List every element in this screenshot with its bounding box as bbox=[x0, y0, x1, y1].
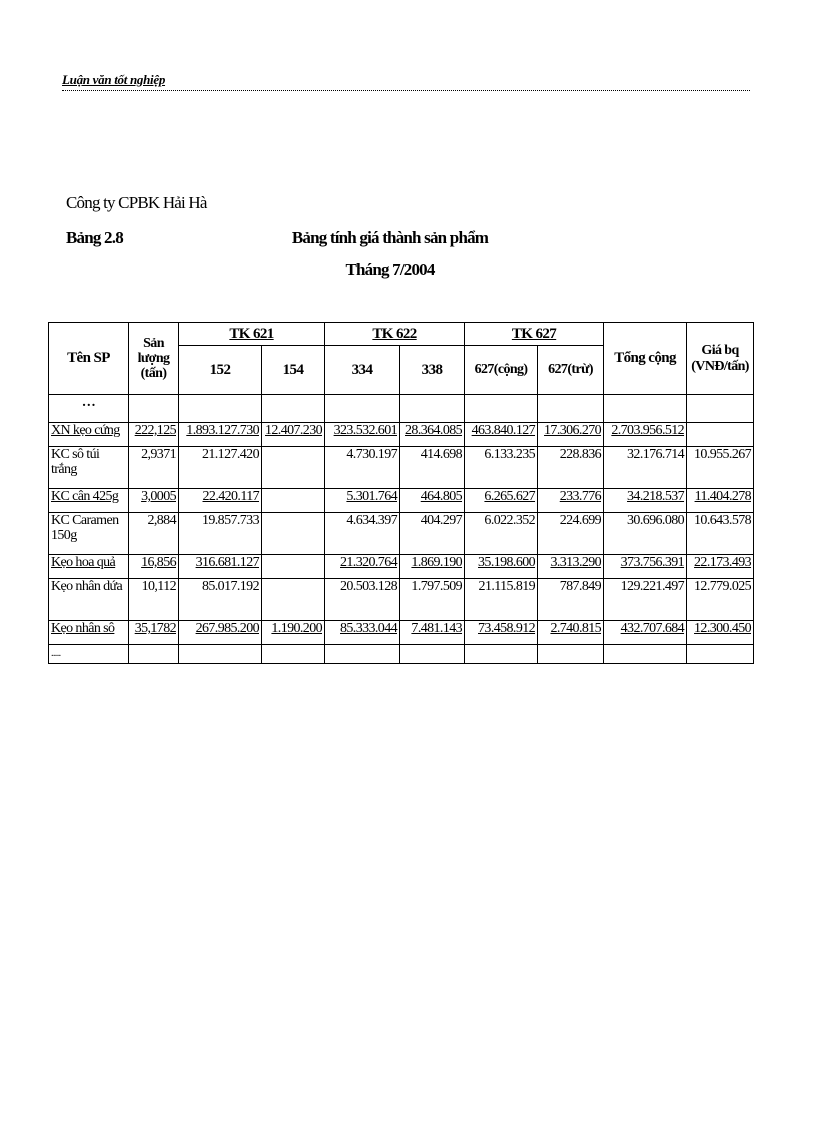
row-quantity: 2,884 bbox=[129, 513, 179, 555]
row-152: 19.857.733 bbox=[179, 513, 262, 555]
row-627-plus: 6.022.352 bbox=[465, 513, 538, 555]
col-header-334: 334 bbox=[325, 346, 400, 395]
document-title: Bảng tính giá thành sản phẩm bbox=[291, 228, 489, 247]
row-quantity: 16,856 bbox=[129, 555, 179, 579]
ellipsis-bottom: ..... bbox=[49, 645, 129, 664]
row-total: 30.696.080 bbox=[604, 513, 687, 555]
row-avg-price: 10.643.578 bbox=[687, 513, 754, 555]
col-header-154: 154 bbox=[262, 346, 325, 395]
table-row bbox=[49, 513, 754, 555]
row-152: 21.127.420 bbox=[179, 447, 262, 489]
row-avg-price: 12.779.025 bbox=[687, 579, 754, 621]
row-152: 85.017.192 bbox=[179, 579, 262, 621]
table-row bbox=[49, 489, 754, 513]
row-627-plus: 35.198.600 bbox=[465, 555, 538, 579]
row-name: Kẹo nhân sô bbox=[49, 621, 129, 645]
table-row bbox=[49, 447, 754, 489]
document-subtitle: Tháng 7/2004 bbox=[345, 260, 435, 279]
col-header-tk627: TK 627 bbox=[465, 323, 604, 346]
row-total: 373.756.391 bbox=[604, 555, 687, 579]
row-154 bbox=[262, 555, 325, 579]
row-total: 432.707.684 bbox=[604, 621, 687, 645]
col-header-avg-price: Giá bq (VNĐ/tấn) bbox=[687, 323, 754, 395]
row-name: KC sô túi trắng bbox=[49, 447, 129, 489]
row-154 bbox=[262, 489, 325, 513]
row-name: XN kẹo cứng bbox=[49, 423, 129, 447]
row-627-minus: 787.849 bbox=[538, 579, 604, 621]
row-338: 1.869.190 bbox=[400, 555, 465, 579]
row-avg-price: 10.955.267 bbox=[687, 447, 754, 489]
row-154 bbox=[262, 447, 325, 489]
row-627-plus: 6.265.627 bbox=[465, 489, 538, 513]
table-row bbox=[49, 579, 754, 621]
row-627-minus: 17.306.270 bbox=[538, 423, 604, 447]
row-334: 323.532.601 bbox=[325, 423, 400, 447]
row-152: 1.893.127.730 bbox=[179, 423, 262, 447]
row-quantity: 3,0005 bbox=[129, 489, 179, 513]
row-338: 414.698 bbox=[400, 447, 465, 489]
row-334: 85.333.044 bbox=[325, 621, 400, 645]
table-number: Bảng 2.8 bbox=[66, 228, 123, 247]
row-338: 7.481.143 bbox=[400, 621, 465, 645]
row-338: 28.364.085 bbox=[400, 423, 465, 447]
row-338: 464.805 bbox=[400, 489, 465, 513]
company-name: Công ty CPBK Hải Hà bbox=[66, 193, 207, 212]
table-row bbox=[49, 621, 754, 645]
col-header-tk621: TK 621 bbox=[179, 323, 325, 346]
col-header-total: Tổng cộng bbox=[604, 323, 687, 395]
col-header-338: 338 bbox=[400, 346, 465, 395]
row-338: 1.797.509 bbox=[400, 579, 465, 621]
row-627-minus: 3.313.290 bbox=[538, 555, 604, 579]
row-total: 129.221.497 bbox=[604, 579, 687, 621]
row-total: 2.703.956.512 bbox=[604, 423, 687, 447]
ellipsis-top: … bbox=[49, 395, 129, 423]
row-avg-price: 22.173.493 bbox=[687, 555, 754, 579]
row-334: 20.503.128 bbox=[325, 579, 400, 621]
row-627-minus: 224.699 bbox=[538, 513, 604, 555]
row-334: 4.634.397 bbox=[325, 513, 400, 555]
row-quantity: 35,1782 bbox=[129, 621, 179, 645]
page-header bbox=[62, 72, 750, 91]
row-627-plus: 6.133.235 bbox=[465, 447, 538, 489]
row-627-plus: 21.115.819 bbox=[465, 579, 538, 621]
row-quantity: 2,9371 bbox=[129, 447, 179, 489]
row-name: KC cân 425g bbox=[49, 489, 129, 513]
header-text: Luận văn tốt nghiệp bbox=[62, 72, 166, 87]
col-header-152: 152 bbox=[179, 346, 262, 395]
row-152: 22.420.117 bbox=[179, 489, 262, 513]
row-154: 1.190.200 bbox=[262, 621, 325, 645]
row-total: 32.176.714 bbox=[604, 447, 687, 489]
row-627-plus: 73.458.912 bbox=[465, 621, 538, 645]
row-avg-price: 12.300.450 bbox=[687, 621, 754, 645]
row-name: KC Caramen 150g bbox=[49, 513, 129, 555]
row-338: 404.297 bbox=[400, 513, 465, 555]
row-avg-price: 11.404.278 bbox=[687, 489, 754, 513]
col-header-quantity: Sản lượng (tấn) bbox=[129, 323, 179, 395]
row-total: 34.218.537 bbox=[604, 489, 687, 513]
row-152: 316.681.127 bbox=[179, 555, 262, 579]
row-154: 12.407.230 bbox=[262, 423, 325, 447]
row-627-minus: 2.740.815 bbox=[538, 621, 604, 645]
row-334: 5.301.764 bbox=[325, 489, 400, 513]
table-row bbox=[49, 423, 754, 447]
cost-table bbox=[48, 322, 754, 664]
row-627-minus: 228.836 bbox=[538, 447, 604, 489]
table-row-ellipsis bbox=[49, 645, 754, 664]
row-152: 267.985.200 bbox=[179, 621, 262, 645]
col-header-627-minus: 627(trừ) bbox=[538, 346, 604, 395]
table-row bbox=[49, 555, 754, 579]
table-row-ellipsis bbox=[49, 395, 754, 423]
row-627-minus: 233.776 bbox=[538, 489, 604, 513]
row-quantity: 222,125 bbox=[129, 423, 179, 447]
col-header-627-plus: 627(cộng) bbox=[465, 346, 538, 395]
row-avg-price bbox=[687, 423, 754, 447]
row-154 bbox=[262, 579, 325, 621]
row-name: Kẹo nhân dứa bbox=[49, 579, 129, 621]
row-name: Kẹo hoa quả bbox=[49, 555, 129, 579]
row-334: 4.730.197 bbox=[325, 447, 400, 489]
row-334: 21.320.764 bbox=[325, 555, 400, 579]
row-154 bbox=[262, 513, 325, 555]
row-627-plus: 463.840.127 bbox=[465, 423, 538, 447]
row-quantity: 10,112 bbox=[129, 579, 179, 621]
col-header-tk622: TK 622 bbox=[325, 323, 465, 346]
col-header-name: Tên SP bbox=[49, 323, 129, 395]
